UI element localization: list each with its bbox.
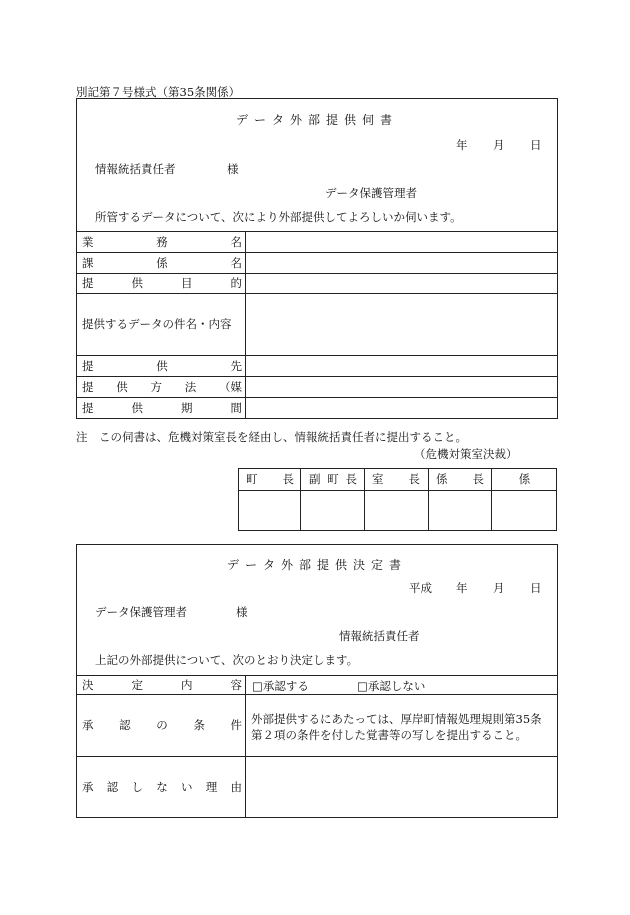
recipient-field[interactable] bbox=[247, 356, 557, 375]
date-year-label: 年 bbox=[456, 138, 468, 152]
inquiry-body: 所管するデータについて、次により外部提供してよろしいか伺います。 bbox=[95, 210, 462, 224]
row-label-period: 提 供 期 間 bbox=[82, 401, 242, 415]
approval-header-section-chief: 係 長 bbox=[436, 472, 484, 486]
business-name-field[interactable] bbox=[247, 232, 557, 251]
date-year-label-2: 年 bbox=[456, 581, 468, 595]
approval-header-office-chief: 室 長 bbox=[372, 472, 420, 486]
row-label-data-subject: 提供するデータの件名・内容 bbox=[82, 317, 232, 331]
section-name-field[interactable] bbox=[247, 253, 557, 272]
approval-header-staff: 係 bbox=[518, 472, 531, 486]
inquiry-form-title: データ外部提供伺書 bbox=[235, 113, 398, 127]
row-label-purpose: 提 供 目 的 bbox=[82, 276, 242, 290]
addressee: 情報統括責任者 bbox=[95, 162, 176, 176]
honorific: 様 bbox=[227, 162, 239, 176]
purpose-field[interactable] bbox=[247, 274, 557, 292]
approval-header-deputy-mayor: 副 町 長 bbox=[309, 472, 357, 486]
row-label-business-name: 業 務 名 bbox=[82, 234, 242, 249]
row-label-conditions: 承 認 の 条 件 bbox=[82, 718, 242, 732]
section-chief-seal-box[interactable] bbox=[429, 491, 491, 530]
rejection-reason-field[interactable] bbox=[247, 757, 557, 817]
date-day-label: 日 bbox=[530, 138, 542, 152]
office-chief-seal-box[interactable] bbox=[365, 491, 428, 530]
date-era-label: 平成 bbox=[409, 581, 432, 595]
reject-checkbox[interactable]: □承認しない bbox=[357, 679, 426, 693]
row-label-rejection-reason: 承 認 し な い 理 由 bbox=[82, 780, 242, 794]
form-number-note: 別記第７号様式（第35条関係） bbox=[76, 85, 241, 99]
date-month-label: 月 bbox=[493, 138, 505, 152]
mayor-seal-box[interactable] bbox=[239, 491, 300, 530]
date-month-label-2: 月 bbox=[493, 581, 505, 595]
row-label-recipient: 提 供 先 bbox=[82, 358, 242, 373]
date-day-label-2: 日 bbox=[530, 581, 542, 595]
period-field[interactable] bbox=[247, 398, 557, 418]
decision-body: 上記の外部提供について、次のとおり決定します。 bbox=[95, 653, 359, 667]
row-label-section-name: 課 係 名 bbox=[82, 255, 242, 270]
row-label-decision: 決 定 内 容 bbox=[82, 677, 242, 692]
decision-note: （危機対策室決裁） bbox=[414, 447, 518, 461]
approval-conditions-text: 外部提供するにあたっては、厚岸町情報処理規則第35条 第２項の条件を付した覚書等の写しを提出すること。 bbox=[251, 712, 542, 742]
deputy-mayor-seal-box[interactable] bbox=[301, 491, 364, 530]
data-subject-field[interactable] bbox=[247, 294, 557, 354]
sender-2: 情報統括責任者 bbox=[339, 629, 420, 643]
method-field[interactable] bbox=[247, 377, 557, 396]
staff-seal-box[interactable] bbox=[492, 491, 556, 530]
decision-form-title: データ外部提供決定書 bbox=[226, 558, 407, 572]
sender: データ保護管理者 bbox=[325, 186, 417, 200]
row-label-method: 提 供 方 法 （媒 bbox=[82, 379, 242, 394]
routing-note: 注 この伺書は、危機対策室長を経由し、情報統括責任者に提出すること。 bbox=[76, 430, 467, 444]
approve-checkbox[interactable]: □承認する bbox=[252, 679, 309, 693]
addressee-2: データ保護管理者 bbox=[95, 605, 187, 619]
approval-header-mayor: 町 長 bbox=[246, 472, 294, 486]
honorific-2: 様 bbox=[236, 605, 248, 619]
